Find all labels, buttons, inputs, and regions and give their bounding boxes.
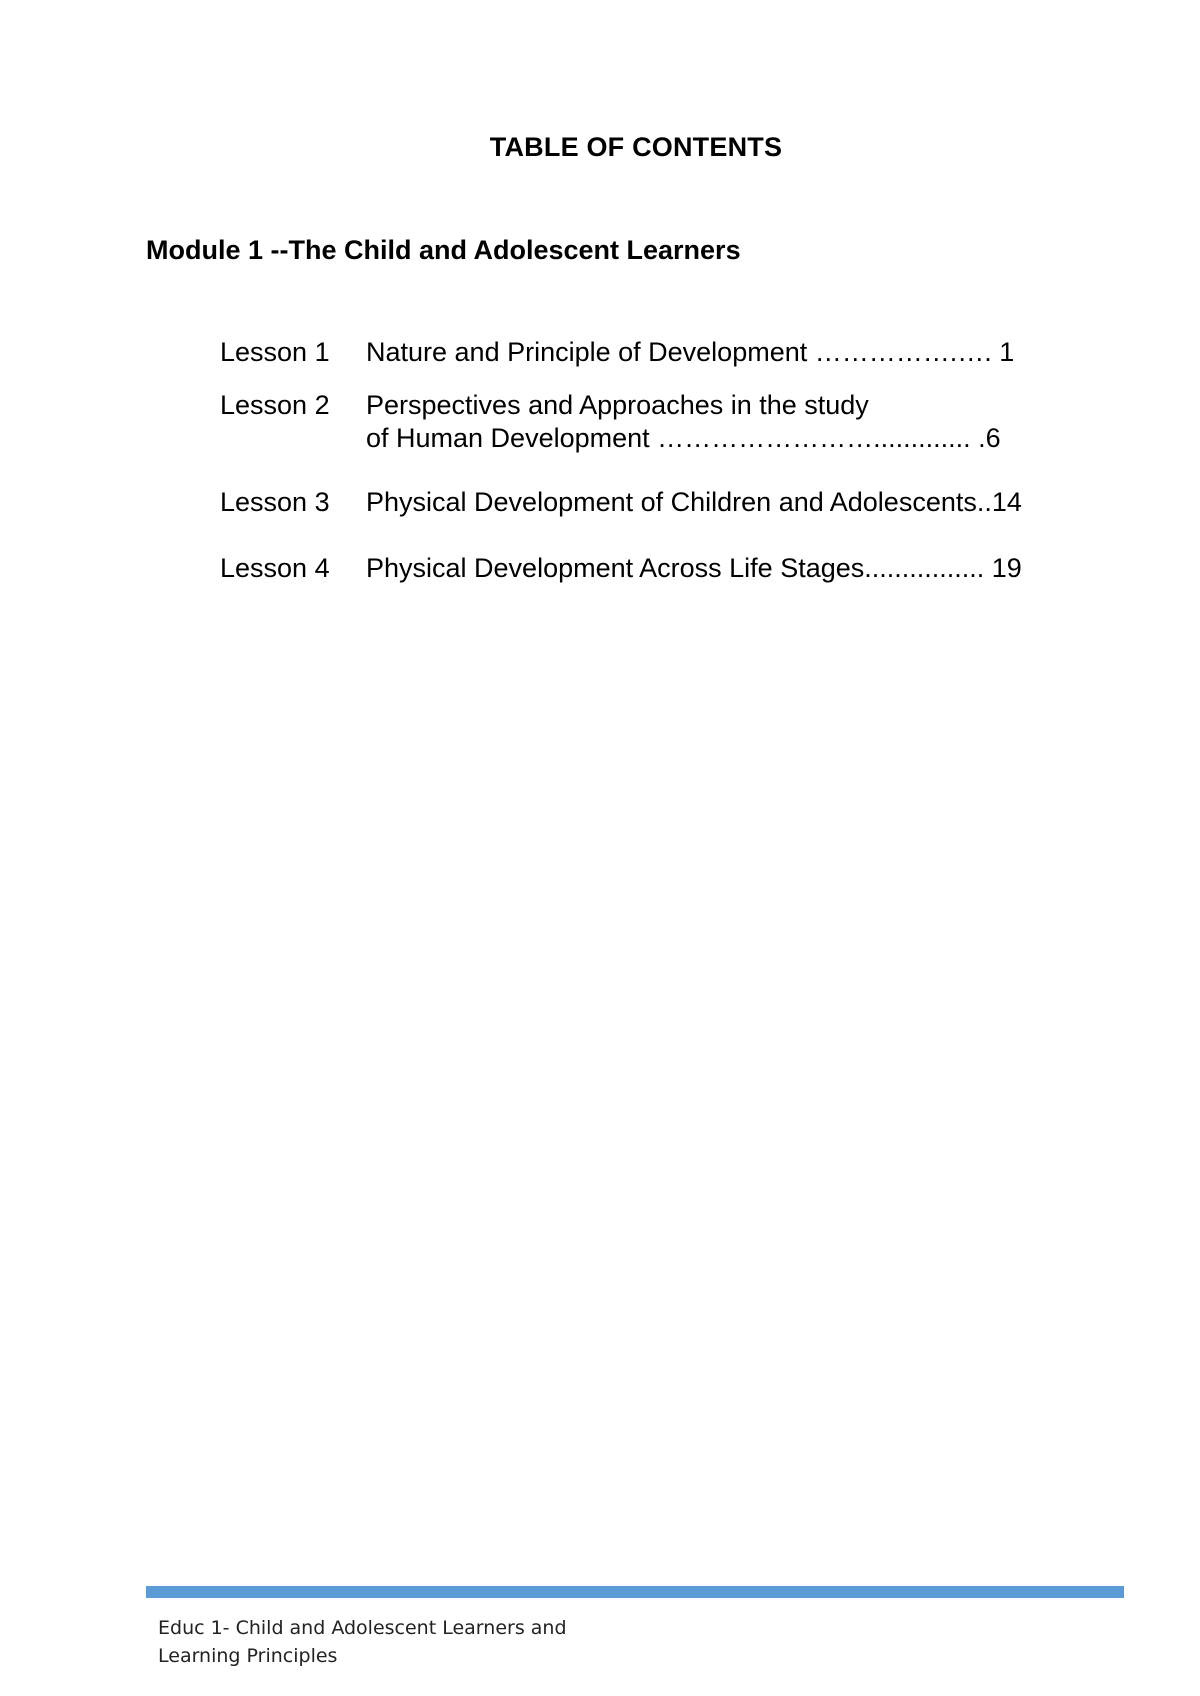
lesson-label: Lesson 3 (220, 487, 330, 517)
footer-divider (146, 1586, 1124, 1598)
lesson-title: Nature and Principle of Development …………….…. 1 (366, 337, 1015, 367)
footer-line-2: Learning Principles (158, 1645, 338, 1667)
lesson-title: Physical Development of Children and Adolescents..14 (366, 487, 1022, 517)
toc-entry-lesson-1 (220, 336, 1014, 369)
lesson-label: Lesson 1 (220, 337, 330, 367)
page-title: TABLE OF CONTENTS (489, 132, 783, 162)
lesson-title: Perspectives and Approaches in the study (366, 390, 869, 420)
toc-entry-lesson-2 (220, 389, 1001, 455)
lesson-title: Physical Development Across Life Stages................ 19 (366, 553, 1022, 583)
lesson-title-continuation: of Human Development ……………………............. .6 (366, 423, 1001, 453)
toc-entry-lesson-4 (220, 552, 1022, 585)
lesson-label: Lesson 2 (220, 390, 330, 420)
toc-entry-lesson-3 (220, 486, 1022, 519)
module-heading: Module 1 --The Child and Adolescent Learners (146, 235, 741, 265)
lesson-label: Lesson 4 (220, 553, 330, 583)
footer (158, 1614, 567, 1670)
footer-line-1: Educ 1- Child and Adolescent Learners and (158, 1617, 567, 1639)
